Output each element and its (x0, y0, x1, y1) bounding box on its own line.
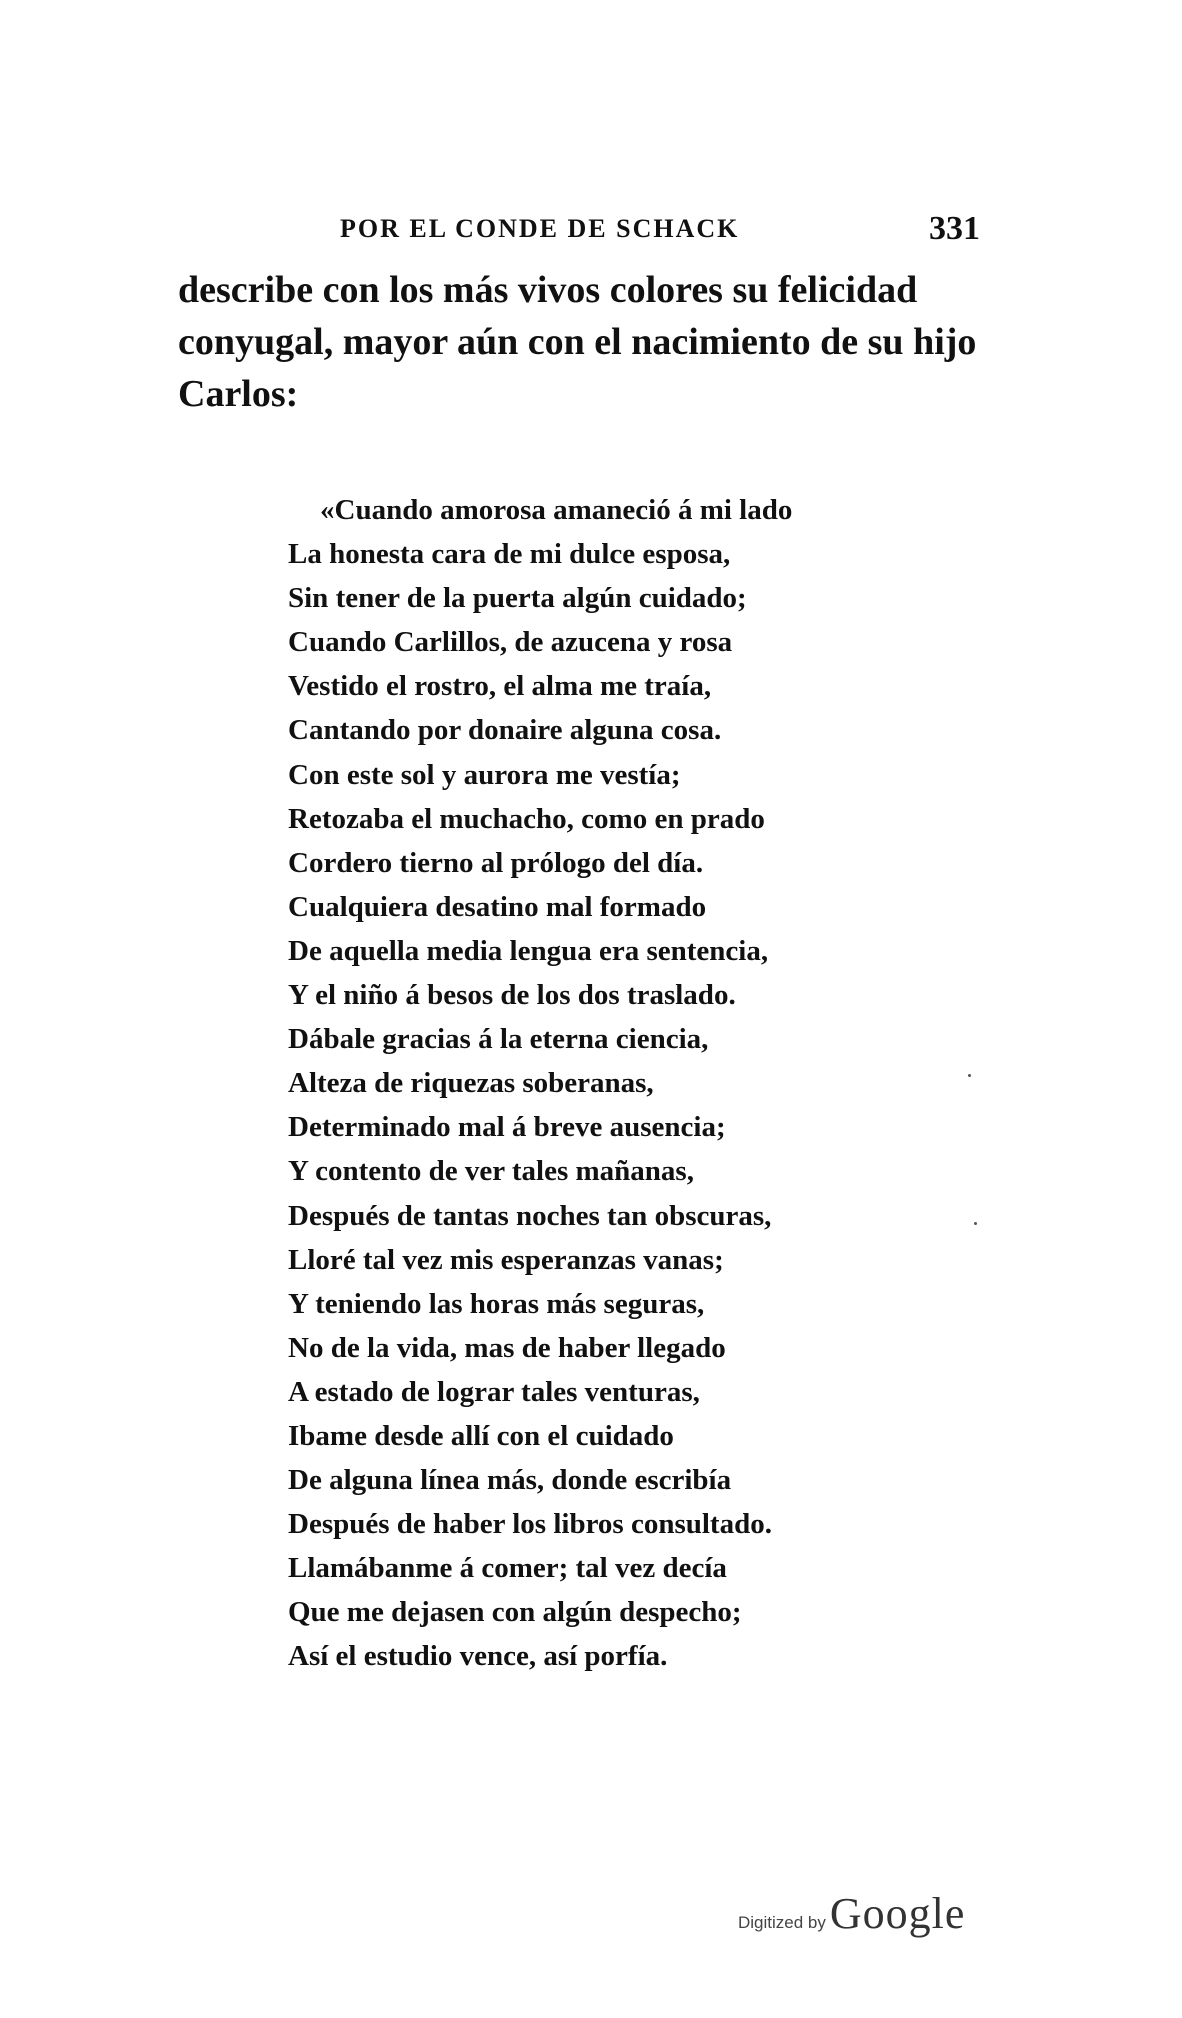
poem-line: Cordero tierno al prólogo del día. (288, 846, 704, 879)
poem-line: Llamábanme á comer; tal vez decía (288, 1552, 727, 1585)
poem-line: Que me dejasen con algún despecho; (288, 1596, 742, 1629)
poem-line: Determinado mal á breve ausencia; (288, 1111, 726, 1144)
poem-line: Cantando por donaire alguna cosa. (288, 714, 722, 747)
poem-line: Así el estudio vence, así porfía. (288, 1640, 668, 1673)
running-head (340, 210, 980, 250)
ink-speck (968, 1074, 971, 1077)
watermark-prefix: Digitized by (738, 1913, 826, 1932)
poem-line: Después de haber los libros consultado. (288, 1508, 772, 1541)
poem-line: De aquella media lengua era sentencia, (288, 934, 769, 967)
poem-line: Dábale gracias á la eterna ciencia, (288, 1023, 709, 1056)
running-title: POR EL CONDE DE SCHACK (340, 214, 740, 243)
poem-line: Cuando Carlillos, de azucena y rosa (288, 626, 733, 659)
page-number: 331 (929, 210, 980, 247)
poem-line: «Cuando amorosa amaneció á mi lado (320, 494, 793, 526)
digitized-watermark (738, 1888, 965, 1938)
poem-line: Cualquiera desatino mal formado (288, 890, 707, 923)
poem-line: Ibame desde allí con el cuidado (288, 1419, 674, 1452)
poem-line: A estado de lograr tales venturas, (288, 1375, 700, 1408)
poem-line: Y el niño á besos de los dos traslado. (288, 979, 736, 1012)
poem-line: Y contento de ver tales mañanas, (288, 1155, 694, 1188)
prose-paragraph: describe con los más vivos colores su felicidad conyugal, mayor aún con el nacimiento de su hijo Carlos: (178, 269, 977, 415)
poem-line: No de la vida, mas de haber llegado (288, 1331, 726, 1364)
poem-line: Vestido el rostro, el alma me traía, (288, 670, 712, 703)
poem-line: Lloré tal vez mis esperanzas vanas; (288, 1243, 724, 1276)
poem-block (288, 488, 928, 1679)
poem-line: Y teniendo las horas más seguras, (288, 1287, 705, 1320)
poem-line: Alteza de riquezas soberanas, (288, 1067, 654, 1100)
poem-line: Sin tener de la puerta algún cuidado; (288, 582, 747, 615)
poem-line: La honesta cara de mi dulce esposa, (288, 538, 731, 571)
poem-line: Después de tantas noches tan obscuras, (288, 1199, 772, 1232)
poem-line: Retozaba el muchacho, como en prado (288, 802, 765, 835)
ink-speck (974, 1222, 977, 1225)
poem-line: De alguna línea más, donde escribía (288, 1464, 732, 1497)
poem-line: Con este sol y aurora me vestía; (288, 758, 681, 791)
google-logo: Google (829, 1889, 966, 1938)
